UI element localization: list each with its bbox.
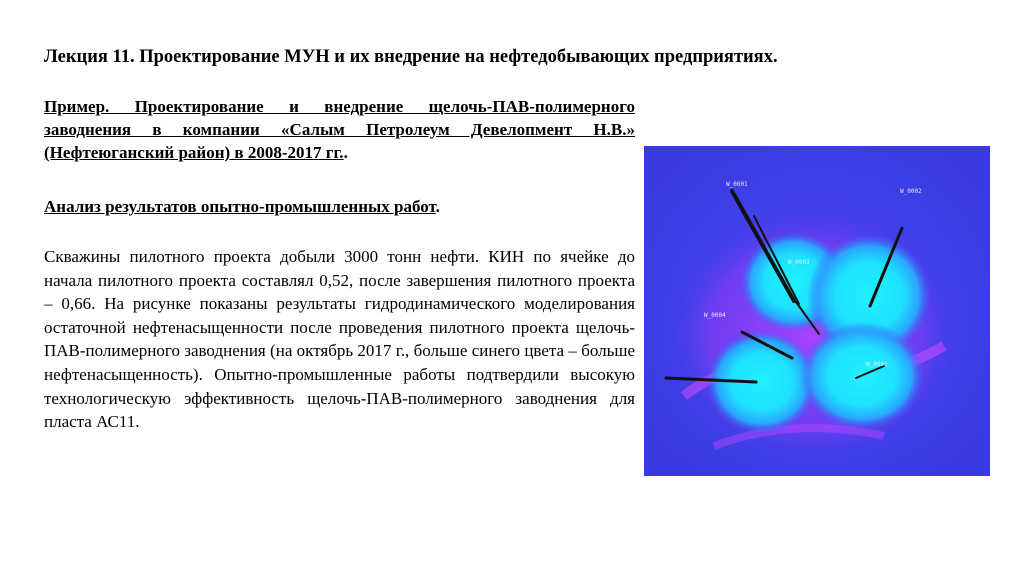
well-label-5: W_0005 bbox=[866, 361, 888, 368]
analysis-heading-text: Анализ результатов опытно-промышленных работ bbox=[44, 197, 436, 216]
example-trailing: . bbox=[343, 143, 348, 162]
well-label-4: W_0004 bbox=[704, 312, 726, 319]
saturation-map-figure bbox=[644, 146, 990, 476]
analysis-trailing: . bbox=[435, 197, 440, 216]
example-text: Пример. Проектирование и внедрение щелочь-ПАВ-полимерного заводнения в компании «Салым Петролеум Девелопмент Н.В.» (Нефтеюганский район) в 2008-2017 гг. bbox=[44, 97, 635, 162]
example-block bbox=[44, 95, 635, 164]
saturation-map bbox=[644, 146, 990, 476]
well-label-2: W_0002 bbox=[900, 188, 922, 195]
well-label-3: W_0003 bbox=[788, 259, 810, 266]
slide-title: Лекция 11. Проектирование МУН и их внедрение на нефтедобывающих предприятиях. bbox=[44, 47, 778, 67]
well-label-1: W_0001 bbox=[726, 181, 748, 188]
body-paragraph: Скважины пилотного проекта добыли 3000 тонн нефти. КИН по ячейке до начала пилотного проекта составлял 0,52, после завершения пилотного проекта – 0,66. На рисунке показаны результаты гидродинамического моделирования остаточной нефтенасыщенности после проведения пилотного проекта щелочь-ПАВ-полимерного заводнения (на октябрь 2017 г., больше синего цвета – больше нефтенасыщенность). Опытно-промышленные работы подтвердили высокую технологическую эффективность щелочь-ПАВ-полимерного заводнения для пласта АС11. bbox=[44, 247, 635, 432]
analysis-heading bbox=[44, 195, 635, 218]
